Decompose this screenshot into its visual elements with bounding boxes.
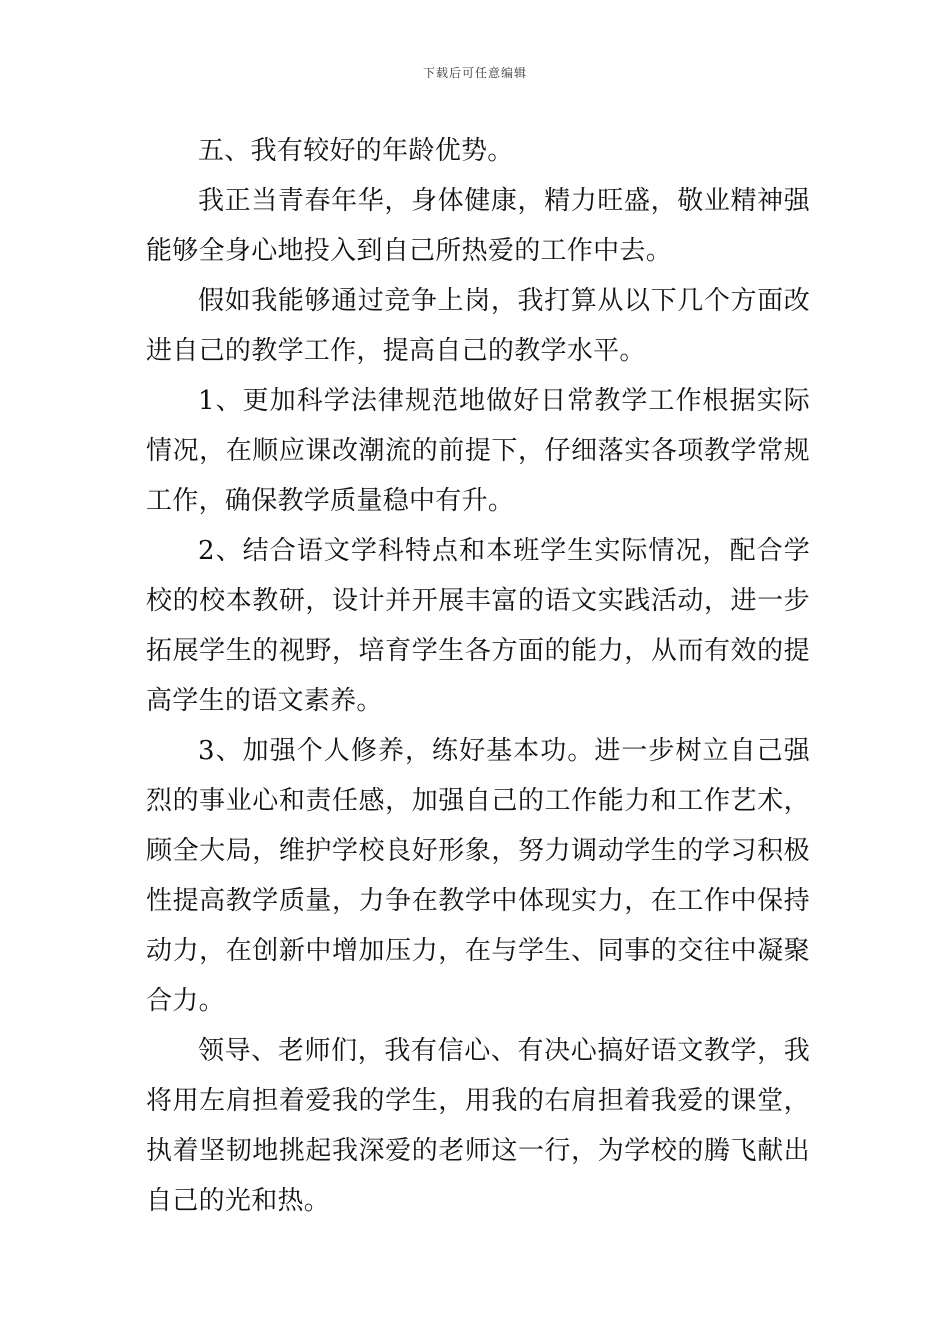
document-body (146, 126, 810, 1226)
paragraph-improvement-plan: 假如我能够通过竞争上岗，我打算从以下几个方面改进自己的教学工作，提高自己的教学水平。 (146, 286, 810, 366)
paragraph-age-advantage: 五、我有较好的年龄优势。 (198, 136, 514, 166)
paragraph-point-1: 1、更加科学法律规范地做好日常教学工作根据实际情况，在顺应课改潮流的前提下，仔细落实各项教学常规工作，确保教学质量稳中有升。 (146, 386, 810, 516)
paragraph-point-3: 3、加强个人修养，练好基本功。进一步树立自己强烈的事业心和责任感，加强自己的工作能力和工作艺术，顾全大局，维护学校良好形象，努力调动学生的学习积极性提高教学质量，力争在教学中体现实力，在工作中保持动力，在创新中增加压力，在与学生、同事的交往中凝聚合力。 (146, 736, 810, 1016)
header-note: 下载后可任意编辑 (422, 66, 527, 80)
paragraph-closing: 领导、老师们，我有信心、有决心搞好语文教学，我将用左肩担着爱我的学生，用我的右肩担着我爱的课堂，执着坚韧地挑起我深爱的老师这一行，为学校的腾飞献出自己的光和热。 (146, 1036, 810, 1216)
paragraph-point-2: 2、结合语文学科特点和本班学生实际情况，配合学校的校本教研，设计并开展丰富的语文实践活动，进一步拓展学生的视野，培育学生各方面的能力，从而有效的提高学生的语文素养。 (146, 536, 810, 716)
paragraph-youth-health: 我正当青春年华，身体健康，精力旺盛，敬业精神强能够全身心地投入到自己所热爱的工作中去。 (146, 186, 810, 266)
